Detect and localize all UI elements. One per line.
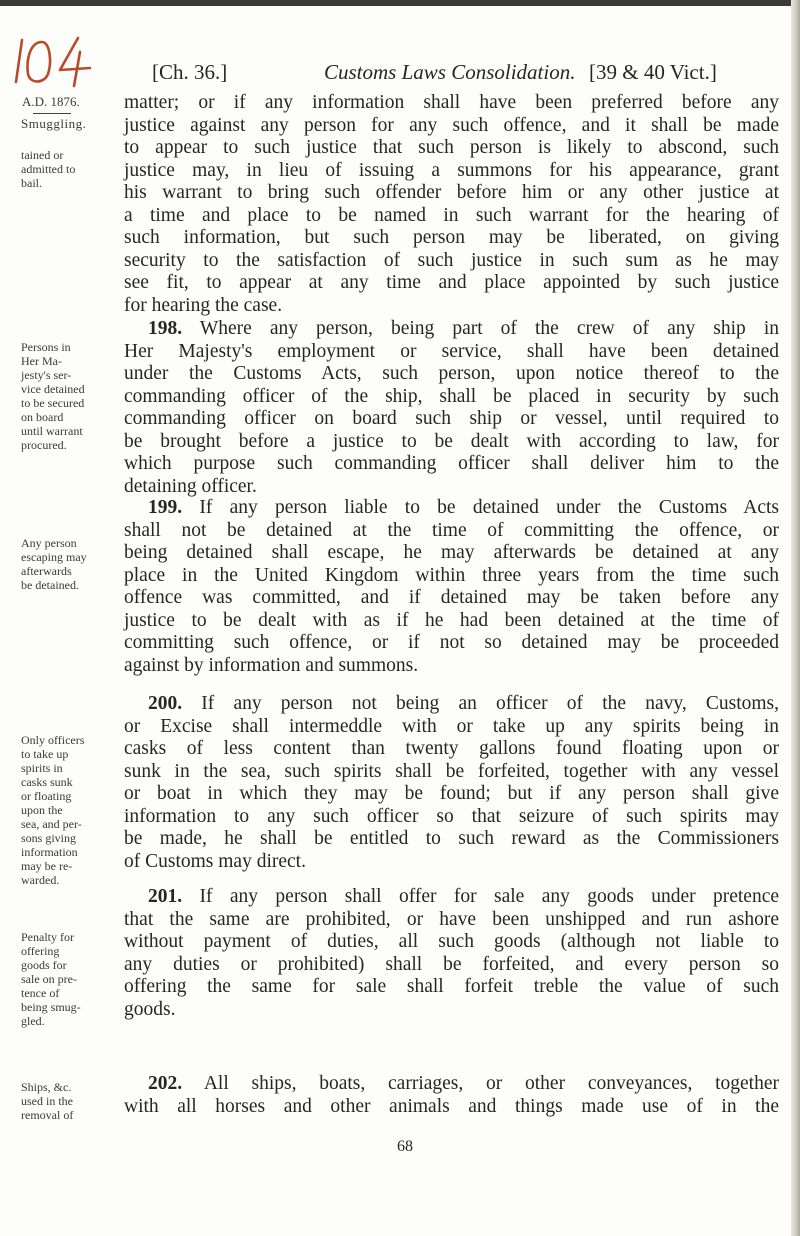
header-title: Customs Laws Consolidation. [324,60,576,84]
top-rule [0,0,800,6]
margin-year: A.D. 1876. [22,94,80,109]
page-edge [791,0,800,1236]
section-201: 201. If any person shall offer for sale any goods under pretence that the same are prohibited, or have been unshipped and run ashore without payment of duties, all such goods (although not liable to any duties or prohibited) shall be forfeited, and every person so offering the same for sale shall forfeit treble the value of such goods. [124,886,779,1020]
section-number: 202. [148,1073,183,1094]
section-202: 202. All ships, boats, carriages, or other conveyances, together with all horses and other animals and things made use of in the [124,1073,779,1117]
margin-note-penalty: Penalty for offering goods for sale on pre- tence of being smug- gled. [21,930,81,1028]
section-number: 199. [148,497,183,518]
margin-note-spirits: Only officers to take up spirits in casks sunk or floating upon the sea, and per- sons giving information may be re- warded. [21,733,85,887]
section-200: 200. If any person not being an officer of the navy, Customs, or Excise shall intermeddle with or take up any spirits being in casks of less content than twenty gallons found floating upon or sunk in the sea, such spirits shall be forfeited, together with any vessel or boat in which they may be found; but if any person shall give information to any such officer so that seizure of such spirits may be made, he shall be entitled to such reward as the Commissioners of Customs may direct. [124,693,780,872]
margin-note-ships: Ships, &c. used in the removal of [21,1080,74,1122]
paragraph-continued: matter; or if any information shall have been preferred before any justice against any person for any such offence, and it shall be made to appear to such justice that such person is likely to abscond, such justice may, in lieu of issuing a summons for his appearance, grant his warrant to bring such offender before him or any other justice at a time and place to be named in such warrant for the hearing of such information, but such person may be liberated, on giving security to the satisfaction of such justice in such sum as he may see fit, to appear at any time and place appointed by such justice for hearing the case. [124,92,779,316]
handwritten-annotation [8,30,98,90]
page-number: 68 [397,1138,413,1155]
section-number: 201. [148,886,183,907]
section-199: 199. If any person liable to be detained under the Customs Acts shall not be detained at the time of committing the offence, or being detained shall escape, he may afterwards be detained at any place in the United Kingdom within three years from the time such offence was committed, and if detained may be taken before any justice to be dealt with as if he had been detained at the time of committing such offence, or if not so detained may be proceeded against by information and summons. [124,497,779,676]
margin-note-escaping: Any person escaping may afterwards be detained. [21,536,87,592]
margin-rule [33,113,71,114]
running-header [152,60,782,90]
section-number: 198. [148,318,183,339]
margin-note-service: Persons in Her Ma- jesty's ser- vice detained to be secured on board until warrant procured. [21,340,85,452]
header-chapter: [Ch. 36.] [152,60,228,84]
margin-note-bail: tained or admitted to bail. [21,148,76,190]
margin-smuggling: Smuggling. [21,116,87,131]
section-number: 200. [148,693,183,714]
header-regnal-year: [39 & 40 Vict.] [589,60,717,84]
section-198: 198. Where any person, being part of the crew of any ship in Her Majesty's employment or service, shall have been detained under the Customs Acts, such person, upon notice thereof to the commanding officer of the ship, shall be placed in security by such commanding officer on board such ship or vessel, until required to be brought before a justice to be dealt with according to law, for which purpose such commanding officer shall deliver him to the detaining officer. [124,318,779,497]
